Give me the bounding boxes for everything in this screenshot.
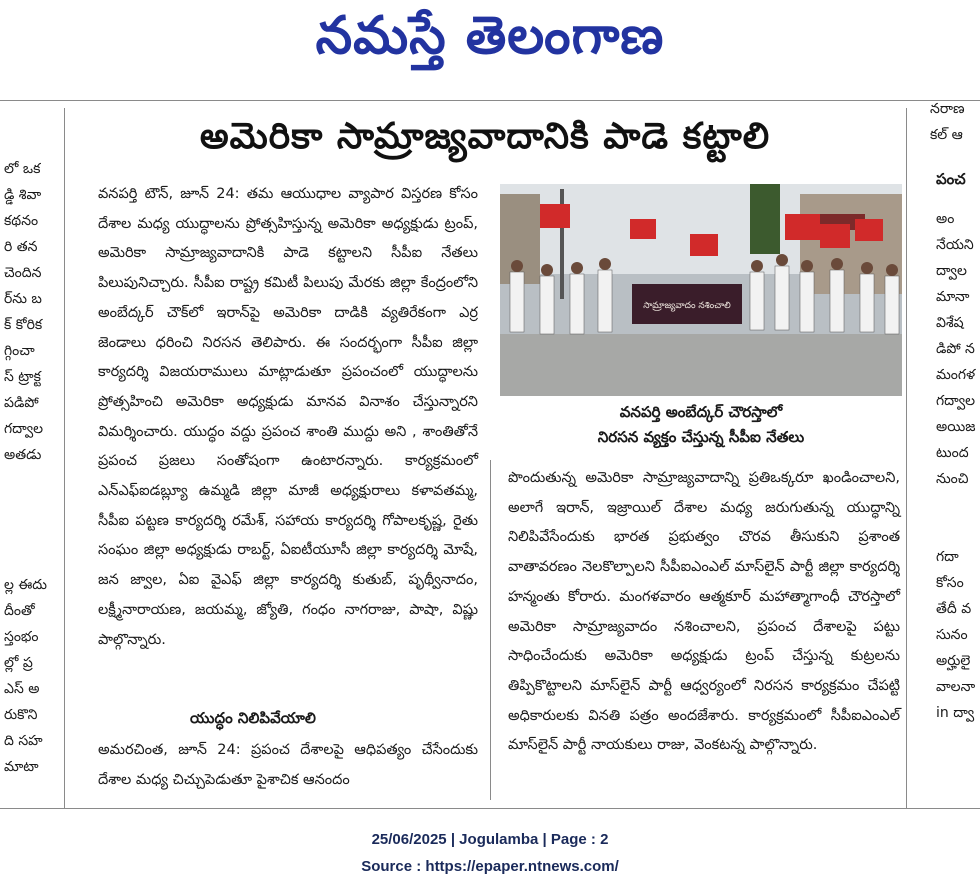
fragment-line: గద్వాల [4, 421, 44, 437]
fragment-line [4, 494, 60, 520]
fragment-line: కల్‌ ఆ [930, 127, 963, 143]
fragment-line: టుంద [936, 445, 969, 461]
article-second [98, 736, 478, 795]
fragment-line: మానా [936, 289, 970, 305]
fragment-line: ల్లో ప్ర [4, 655, 33, 671]
fragment-line [4, 468, 60, 494]
newspaper-logo: నమస్తే తెలంగాణ [315, 6, 665, 66]
fragment-line: నేయని [936, 237, 974, 253]
fragment-line: దీంతో [4, 603, 35, 619]
fragment-line: స్తంభం [4, 629, 39, 645]
footer [0, 826, 980, 880]
fragment-line: గ్గించా [4, 343, 35, 359]
fragment-line: మంగళ [936, 367, 976, 383]
fragment-line: ఎస్‌ అ [4, 681, 40, 697]
fragment-line [936, 518, 980, 544]
fragment-line: ర్‌ను బ [4, 291, 42, 307]
fragment-line: నరాణ [930, 101, 965, 117]
fragment-line: అర్హులై [936, 653, 971, 669]
article-main-text: వనపర్తి టౌన్‌, జూన్‌ 24: తమ ఆయుధాల వ్యాపార విస్తరణ కోసం దేశాల మధ్య యుద్ధాలను ప్రోత్సహిస్తున్న అమెరికా అధ్యక్షుడు ట్రంప్‌, అమెరికా సామ్రాజ్యవాదానికి పాడె కట్టాలని సీపీఐ నేతలు పిలుపునిచ్చారు. సీపీఐ రాష్ట్ర కమిటీ పిలుపు మేరకు జిల్లా కేంద్రంలోని అంబేద్కర్‌ చౌక్‌లో ఇరాన్‌పై అమెరికా దాడికి వ్యతిరేకంగా ఎర్ర జెండాలు ధరించి నిరసన తెలిపారు. ఈ సందర్భంగా సీపీఐ జిల్లా కార్యదర్శి విజయరాములు మాట్లాడుతూ ప్రపంచంలో యుద్ధాలను ప్రోత్సహించి అమెరికా అధ్యక్షుడు మానవ వినాశం చేస్తున్నారని విమర్శించారు. యుద్ధం వద్దు ప్రపంచ శాంతి ముద్దు అని , శాంతితోనే ప్రపంచ ప్రజలు సంతోషంగా ఉంటారన్నారు. కార్యక్రమంలో ఎన్‌ఎఫ్‌ఐడబ్ల్యూ ఉమ్మడి జిల్లా మాజీ అధ్యక్షురాలు కళావతమ్మ, సీపీఐ పట్టణ కార్యదర్శి రమేశ్‌, సహాయ కార్యదర్శి గోపాలకృష్ణ, రైతు సంఘం జిల్లా అధ్యక్షుడు రాబర్ట్‌, ఏఐటీయూసీ జిల్లా కార్యదర్శి మోషే, జన జ్వాల, ఏఐ వైఎఫ్‌ జిల్లా కార్యదర్శి కుతుబ్‌, పృథ్వీనాదం, లక్ష్మీనారాయణ, జయమ్మ, జ్యోతి, గంధం నాగరాజు, పాషా, విష్ణు పాల్గొన్నారు. [98, 186, 478, 648]
right-column-heading: పంచ [936, 170, 966, 188]
fragment-line: స్‌ ట్రాక్ట [4, 369, 41, 385]
banner-text: సామ్రాజ్యవాదం నశించాలి [643, 301, 731, 311]
footer-source-line: Source : https://epaper.ntnews.com/ [361, 858, 619, 875]
fragment-line: తేదీ వ [936, 601, 972, 617]
fragment-line: క్‌ కోరిక [4, 317, 43, 333]
fragment-line: లో ఒక [4, 161, 41, 177]
fragment-line: వాలనా [936, 679, 976, 695]
fragment-line: అం [936, 211, 955, 227]
right-column-fragment-top [930, 96, 980, 148]
protest-photo-image [500, 184, 902, 396]
protest-photo [500, 184, 902, 396]
fragment-line: ది సహ [4, 733, 43, 749]
fragment-line: మాటా [4, 759, 39, 775]
fragment-line: ద్వాల [936, 263, 967, 279]
fragment-line: ల్ల ఈదు [4, 577, 48, 593]
fragment-line: అయిజ [936, 419, 976, 435]
inner-column-rule [490, 460, 491, 800]
fragment-line: in ద్వా [936, 705, 975, 721]
article-right-text: పొందుతున్న అమెరికా సామ్రాజ్యవాదాన్ని ప్రతిఒక్కరూ ఖండించాలని, అలాగే ఇరాన్‌, ఇజ్రాయిల్‌ దేశాల మధ్య జరుగుతున్న యుద్ధాన్ని నిలిపివేసేందుకు భారత ప్రభుత్వం చొరవ తీసుకుని ప్రశాంత వాతావరణం నెలకొల్పాలని సీపీఐఎంఎల్‌ మాస్‌లైన్‌ పార్టీ జిల్లా కార్యదర్శి హన్మంతు కోరారు. మంగళవారం ఆత్మకూర్‌ మహాత్మాగాంధీ చౌరస్తాలో అమెరికా సామ్రాజ్యవాదం నశించాలని, ప్రపంచ దేశాలపై పట్టు సాధించేందుకు అమెరికా అధ్యక్షుడు ట్రంప్‌ చేస్తున్న కుట్రలను తిప్పికొట్టాలని మాస్‌లైన్‌ పార్టీ ఆధ్వర్యంలో నిరసన కార్యక్రమం చేపట్టి అధికారులకు వినతి పత్రం అందజేశారు. కార్యక్రమంలో సీపీఐఎంఎల్‌ మాస్‌లైన్‌ పార్టీ నాయకులు రాజు, వెంకటన్న పాల్గొన్నారు. [508, 470, 900, 754]
fragment-line: నుంచి [936, 471, 969, 487]
fragment-line [4, 546, 60, 572]
fragment-line: డ్డి శివా [4, 187, 42, 203]
footer-date-line: 25/06/2025 | Jogulamba | Page : 2 [371, 831, 609, 848]
top-rule [0, 100, 980, 101]
fragment-line: డిపో న [936, 341, 975, 357]
photo-caption [500, 400, 902, 450]
article-right [508, 464, 900, 761]
headline: అమెరికా సామ్రాజ్యవాదానికి పాడె కట్టాలి [199, 116, 771, 157]
article-second-text: అమరచింత, జూన్‌ 24: ప్రపంచ దేశాలపై ఆధిపత్యం చేసేందుకు దేశాల మధ్య చిచ్చుపెడుతూ పైశాచిక ఆనందం [98, 742, 478, 788]
fragment-line [4, 520, 60, 546]
bottom-rule [0, 808, 980, 809]
fragment-line: కోసం [936, 575, 964, 591]
right-column-rule [906, 108, 907, 808]
article-main [98, 180, 478, 655]
fragment-line: గదా [936, 549, 959, 565]
photo-caption-line-2: నిరసన వ్యక్తం చేస్తున్న సీపీఐ నేతలు [597, 428, 805, 446]
right-column-fragment [936, 206, 980, 726]
fragment-line: విశేష [936, 315, 964, 331]
masthead [0, 0, 980, 78]
fragment-line [936, 492, 980, 518]
fragment-line: సునం [936, 627, 968, 643]
fragment-line: చెందిన [4, 265, 42, 281]
left-column-fragment [4, 156, 60, 780]
photo-caption-line-1: వనపర్తి అంబేద్కర్‌ చౌరస్తాలో [619, 403, 783, 421]
fragment-line: కథనం [4, 213, 39, 229]
fragment-line: రి తన [4, 239, 38, 255]
fragment-line: రుకొని [4, 707, 38, 723]
fragment-line: పడిపో [4, 395, 39, 411]
left-column-rule [64, 108, 65, 808]
fragment-line: గద్వాల [936, 393, 976, 409]
subhead: యుద్ధం నిలిపివేయాలి [190, 709, 316, 727]
fragment-line: అతడు [4, 447, 42, 463]
